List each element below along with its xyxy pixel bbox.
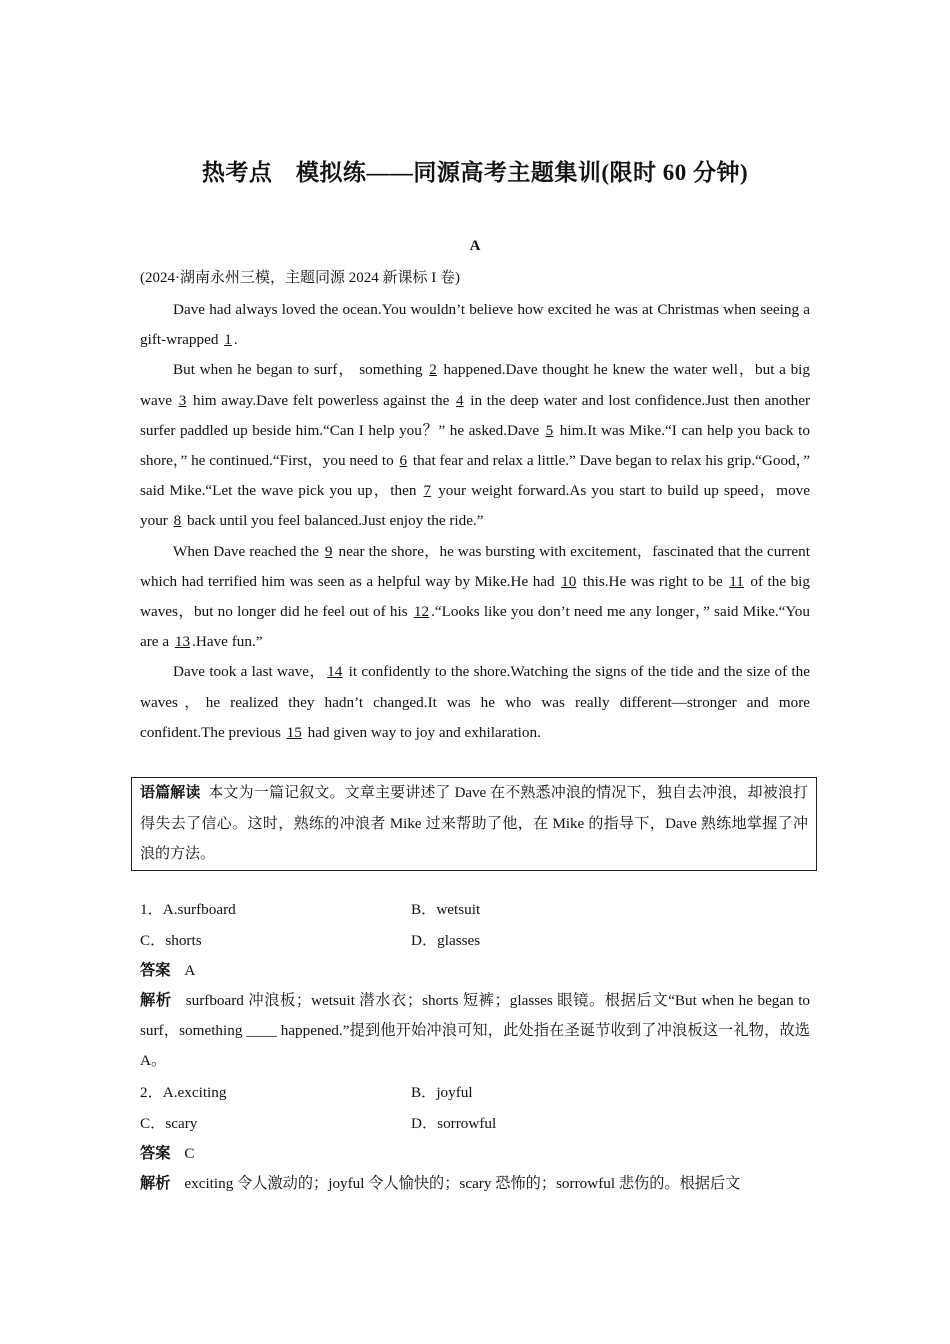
- blank-12: 12: [413, 603, 430, 621]
- question-2-options-row-1: [140, 1078, 810, 1109]
- question-2-options-row-2: [140, 1109, 810, 1140]
- answer-label: 答案: [140, 1145, 171, 1162]
- blank-8: 8: [173, 512, 182, 530]
- option-b: B．joyful: [411, 1084, 473, 1101]
- question-1-options-row-1: [140, 895, 810, 926]
- analysis-label: 解析: [140, 1175, 171, 1192]
- answer-value: A: [184, 962, 196, 979]
- passage-summary-box: [131, 777, 817, 871]
- analysis-label: 解析: [140, 992, 172, 1009]
- source-note: (2024·湖南永州三模，主题同源 2024 新课标 I 卷): [140, 270, 460, 286]
- blank-11: 11: [729, 572, 744, 590]
- summary-text: 本文为一篇记叙文。文章主要讲述了 Dave 在不熟悉冲浪的情况下，独自去冲浪，却被浪打得失去了信心。这时，熟练的冲浪者 Mike 过来帮助了他，在 Mike 的指导下，Dave 熟练地掌握了冲浪的方法。: [140, 785, 808, 862]
- blank-3: 3: [178, 391, 187, 409]
- summary-label: 语篇解读: [140, 785, 201, 801]
- question-1: [140, 895, 810, 1077]
- blank-15: 15: [286, 723, 302, 741]
- analysis: [140, 986, 810, 1077]
- blank-4: 4: [456, 391, 464, 409]
- answer-line: [140, 1139, 810, 1169]
- option-d: D．sorrowful: [411, 1114, 497, 1132]
- blank-9: 9: [324, 542, 333, 560]
- option-a: 1．A.surfboard: [140, 901, 236, 918]
- option-d: D．glasses: [411, 931, 481, 949]
- passage-paragraph-4: Dave took a last wave， 14 it confidently to the shore.Watching the signs of the tide and the size of the waves，he realized they hadn’t changed.It was he who was really different—stronger and more confident.The previous 15 had given way to joy and exhilaration.: [140, 663, 810, 741]
- question-2: [140, 1078, 810, 1199]
- blank-7: 7: [423, 482, 432, 500]
- blank-1: 1: [224, 331, 232, 349]
- option-b: B．wetsuit: [411, 901, 481, 918]
- answer-value: C: [184, 1145, 195, 1162]
- option-c: C．scary: [140, 1114, 198, 1132]
- option-c: C．shorts: [140, 931, 202, 949]
- passage-paragraph-2: But when he began to surf， something 2 happened.Dave thought he knew the water well，but a big wave 3 him away.Dave felt powerless against the 4 in the deep water and lost confidence.Just then another surfer paddled up beside him.“Can I help you？” he asked.Dave 5 him.It was Mike.“I can help you back to shore，” he continued.“First，you need to 6 that fear and relax a little.” Dave began to relax his grip.“Good，” said Mike.“Let the wave pick you up，then 7 your weight forward.As you start to build up speed，move your 8 back until you feel balanced.Just enjoy the ride.”: [140, 361, 811, 530]
- blank-2: 2: [429, 361, 437, 379]
- analysis-text: surfboard 冲浪板；wetsuit 潜水衣；shorts 短裤；glasses 眼镜。根据后文“But when he began to surf，something ____ happened.”提到他开始冲浪可知，此处指在圣诞节收到了冲浪板这一礼物，故选 A。: [140, 992, 811, 1070]
- passage-paragraph-3: When Dave reached the 9 near the shore，he was bursting with excitement，fascinated that the current which had terrified him was seen as a helpful way by Mike.He had 10 this.He was right to be 11 of the big waves，but no longer did he feel out of his 12 .“Looks like you don’t need me any longer，” said Mike.“You are a 13 .Have fun.”: [140, 542, 810, 651]
- page-title: 热考点 模拟练——同源高考主题集训(限时 60 分钟): [201, 160, 749, 185]
- blank-14: 14: [327, 663, 343, 681]
- blank-13: 13: [174, 633, 191, 651]
- analysis-text: exciting 令人激动的；joyful 令人愉快的；scary 恐怖的；sorrowful 悲伤的。根据后文: [184, 1175, 741, 1192]
- answer-line: [140, 956, 810, 986]
- section-heading: A: [469, 238, 481, 254]
- passage-paragraph-1: Dave had always loved the ocean.You wouldn’t believe how excited he was at Christmas when seeing a gift-wrapped 1 .: [140, 301, 810, 349]
- answer-label: 答案: [140, 962, 171, 979]
- blank-6: 6: [399, 452, 408, 470]
- blank-5: 5: [545, 421, 554, 439]
- analysis: [140, 1169, 810, 1199]
- question-1-options-row-2: [140, 926, 810, 957]
- option-a: 2．A.exciting: [140, 1084, 227, 1101]
- blank-10: 10: [561, 572, 577, 590]
- cloze-passage: [140, 295, 810, 748]
